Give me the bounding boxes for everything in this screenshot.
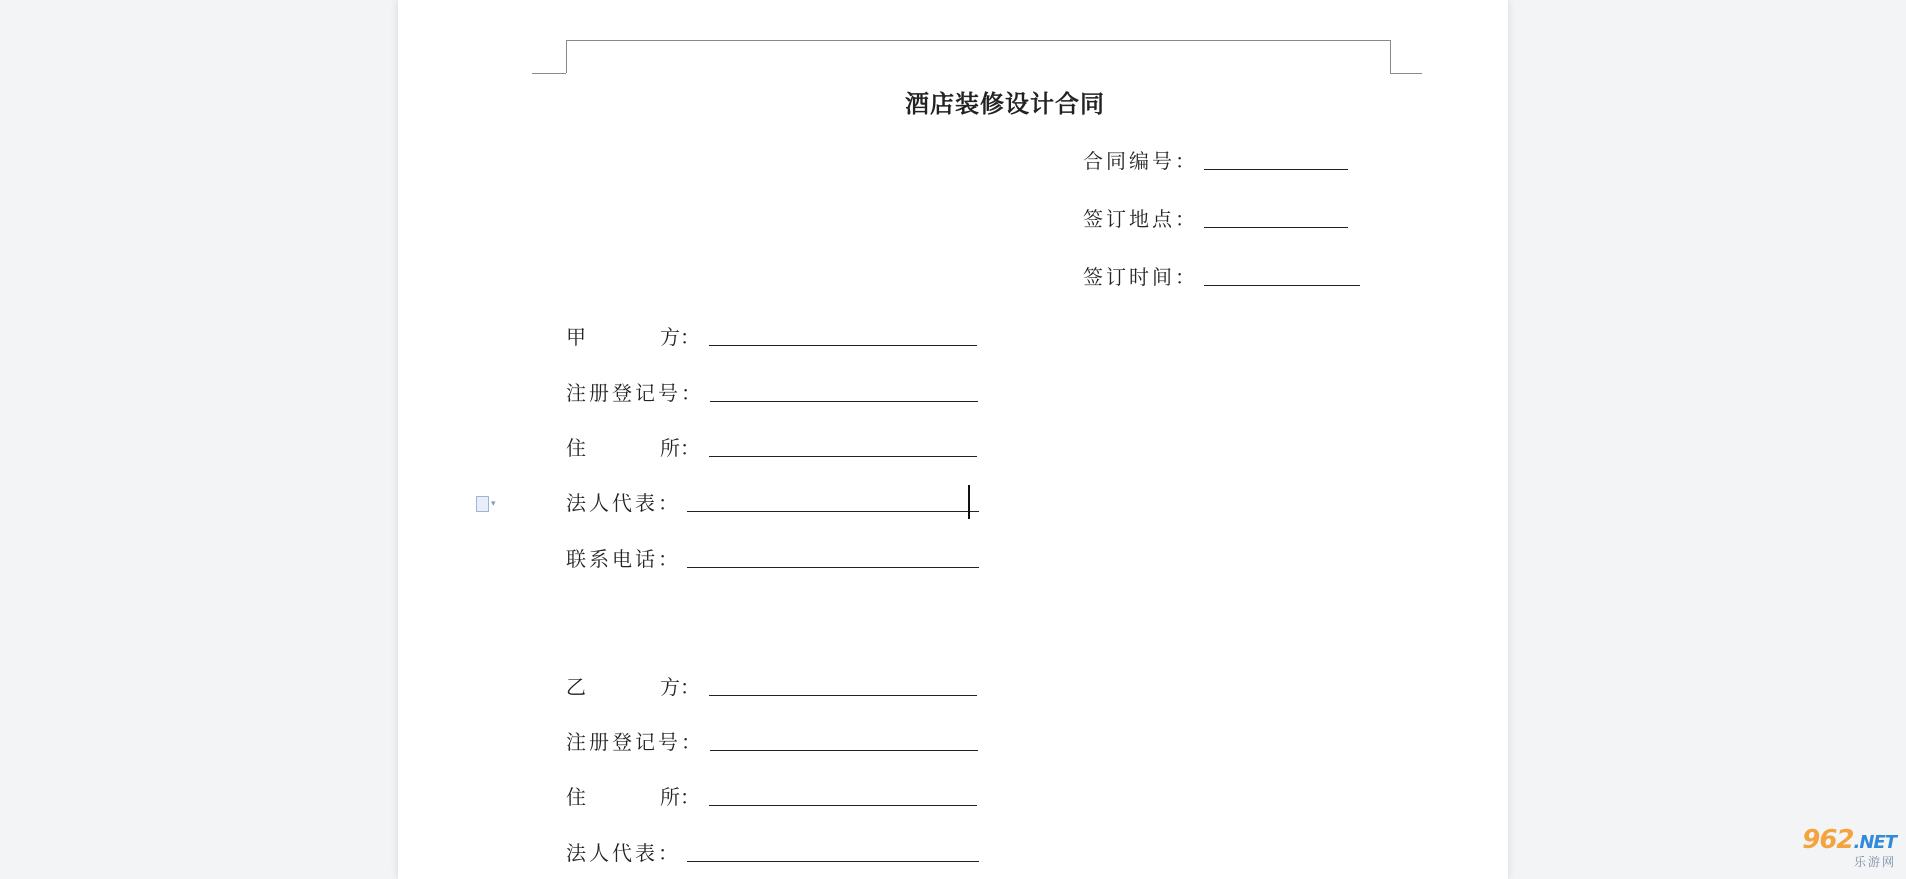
header-boundary-left [566,40,567,73]
party-b-rep-label: 法人代表 [566,841,658,865]
contract-number-blank[interactable] [1204,169,1348,170]
party-a-reg-row [566,372,978,406]
watermark-brand-main: 962 [1802,824,1854,855]
text-cursor [968,485,970,519]
party-a-address-blank[interactable] [709,456,977,457]
party-a-addr-left: 住 [566,436,586,460]
party-b-label-left: 乙 [566,675,586,699]
signing-time-label: 签订时间 [1083,265,1175,289]
party-b-label-right: 方 [660,675,680,699]
watermark-sub: 乐游网 [1853,854,1896,869]
party-a-phone-row [566,538,979,572]
party-b-name-row [566,666,977,700]
document-title: 酒店装修设计合同 [905,89,1105,118]
contract-number-row [1083,140,1348,174]
colon: ： [681,730,704,754]
party-a-reg-label: 注册登记号 [566,381,681,405]
party-a-phone-label: 联系电话 [566,547,658,571]
colon: ： [658,491,681,515]
party-b-address-blank[interactable] [709,805,977,806]
signing-place-row [1083,198,1348,232]
party-b-reg-label: 注册登记号 [566,730,681,754]
watermark-brand-suffix: .NET [1853,831,1896,853]
party-a-reg-blank[interactable] [710,401,978,402]
party-a-label-right: 方 [660,325,680,349]
colon: ： [680,325,703,349]
header-boundary-right [1390,40,1391,73]
colon: ： [680,436,703,460]
party-b-name-label [566,671,680,700]
party-b-reg-row [566,721,978,755]
margin-mark-left [532,73,566,74]
site-watermark [1764,824,1896,869]
colon: ： [1175,149,1198,173]
party-a-name-blank[interactable] [709,345,977,346]
party-b-reg-blank[interactable] [710,750,978,751]
colon: ： [658,841,681,865]
party-a-label-left: 甲 [566,325,586,349]
document-page[interactable] [398,0,1508,879]
party-a-rep-row [566,482,979,516]
party-b-addr-right: 所 [660,785,680,809]
party-a-name-label [566,321,680,350]
party-a-name-row [566,316,977,350]
party-a-address-row [566,427,977,461]
colon: ： [680,675,703,699]
party-a-phone-blank[interactable] [687,567,979,568]
party-a-addr-right: 所 [660,436,680,460]
party-b-name-blank[interactable] [709,695,977,696]
party-a-rep-blank[interactable] [687,511,979,512]
party-a-address-label [566,432,680,461]
colon: ： [658,547,681,571]
chevron-down-icon: ▾ [491,499,496,509]
margin-mark-right [1390,73,1422,74]
signing-time-blank[interactable] [1204,285,1360,286]
party-b-address-row [566,776,977,810]
contract-number-label: 合同编号 [1083,149,1175,173]
colon: ： [681,381,704,405]
header-boundary-top [566,40,1390,41]
party-b-addr-left: 住 [566,785,586,809]
party-a-rep-label: 法人代表 [566,491,658,515]
colon: ： [1175,207,1198,231]
party-b-rep-row [566,832,979,866]
document-icon [476,496,489,512]
party-b-address-label [566,781,680,810]
party-b-rep-blank[interactable] [687,861,979,862]
colon: ： [1175,265,1198,289]
paragraph-options-button[interactable] [476,494,508,514]
watermark-logo [1802,824,1896,855]
signing-time-row [1083,256,1360,290]
colon: ： [680,785,703,809]
signing-place-blank[interactable] [1204,227,1348,228]
signing-place-label: 签订地点 [1083,207,1175,231]
